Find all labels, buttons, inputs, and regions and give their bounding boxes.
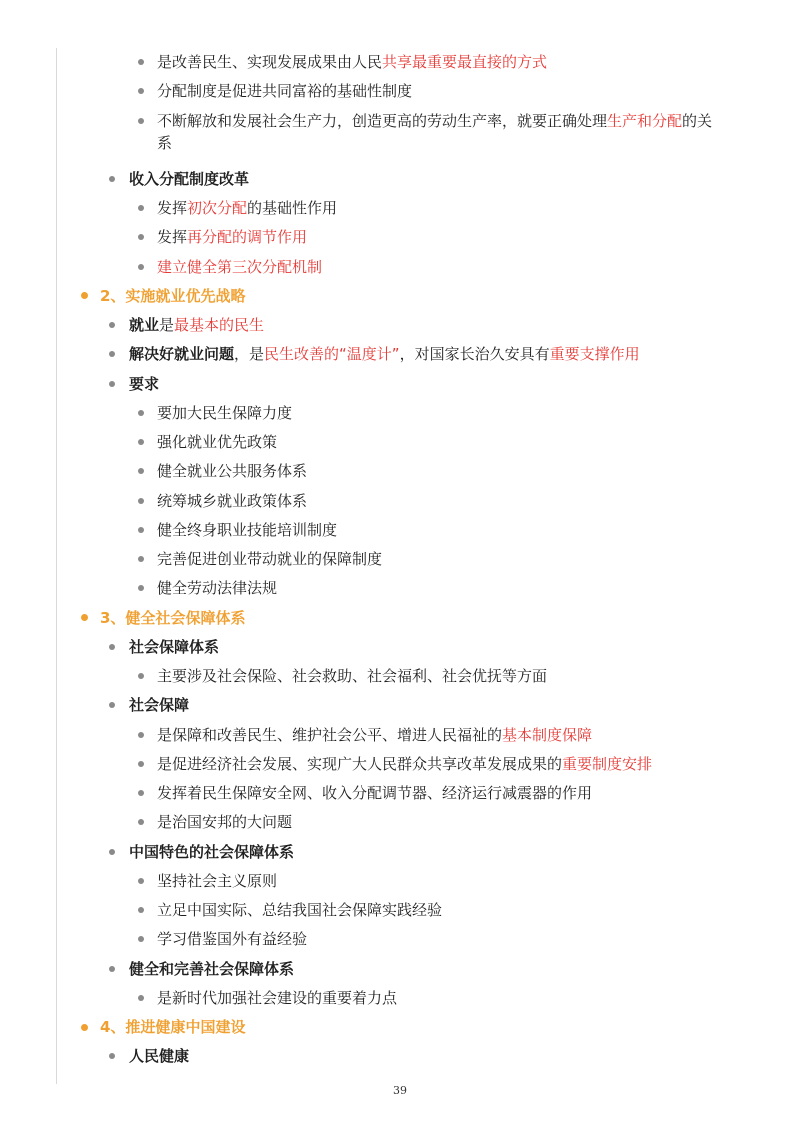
- outline-item-text: [100, 1017, 245, 1037]
- bullet-dot-icon: [81, 614, 88, 621]
- bullet-dot-icon: [109, 849, 115, 855]
- outline-item-text: [157, 900, 442, 920]
- bullet-dot-icon: [109, 176, 115, 182]
- text-run: 建立健全第三次分配机制: [157, 257, 323, 276]
- text-run: 生产和分配: [607, 111, 683, 130]
- bullet-dot-icon: [109, 966, 115, 972]
- text-run: 社会保障: [129, 696, 190, 715]
- outline-item-text: [157, 988, 397, 1008]
- bullet-dot-icon: [138, 732, 144, 738]
- outline-item-text: [157, 81, 412, 101]
- outline-item-text: [157, 666, 547, 686]
- outline-guide-line: [56, 48, 57, 1084]
- bullet-dot-icon: [138, 59, 144, 65]
- text-run: ，是: [234, 345, 265, 364]
- text-run: 是改善民生、实现发展成果由人民: [157, 53, 383, 71]
- bullet-dot-icon: [138, 205, 144, 211]
- text-run: 初次分配: [187, 199, 248, 217]
- outline-item-text: [129, 842, 294, 862]
- outline-item-text: [129, 344, 640, 364]
- text-run: 是新时代加强社会建设的重要着力点: [157, 988, 398, 1007]
- outline-item-text: [157, 754, 652, 774]
- text-run: 发挥着民生保障安全网、收入分配调节器、经济运行减震器的作用: [157, 784, 593, 802]
- outline-item-text: [157, 929, 307, 949]
- text-run: 基本制度保障: [502, 725, 593, 744]
- text-run: 社会保障体系: [129, 637, 220, 656]
- text-run: 民生改善的“温度计”: [264, 345, 400, 364]
- bullet-dot-icon: [138, 439, 144, 445]
- outline-item-text: [157, 403, 292, 423]
- bullet-dot-icon: [109, 351, 115, 357]
- outline-item-text: [100, 608, 245, 628]
- bullet-dot-icon: [81, 292, 88, 299]
- outline-item-text: [157, 578, 277, 598]
- text-run: 的关: [682, 111, 713, 130]
- text-run: 重要制度安排: [562, 754, 653, 773]
- bullet-dot-icon: [138, 907, 144, 913]
- bullet-dot-icon: [109, 381, 115, 387]
- text-run: 3、健全社会保障体系: [100, 608, 246, 627]
- bullet-dot-icon: [138, 468, 144, 474]
- bullet-dot-icon: [138, 995, 144, 1001]
- bullet-dot-icon: [138, 498, 144, 504]
- outline-item-text: [157, 461, 307, 481]
- bullet-dot-icon: [138, 88, 144, 94]
- text-run: 人民健康: [129, 1047, 190, 1066]
- text-run: 发挥: [157, 228, 188, 247]
- outline-item-text: [129, 1046, 189, 1066]
- text-run: 解决好就业问题: [129, 345, 235, 364]
- bullet-dot-icon: [138, 790, 144, 796]
- text-run: 再分配的调节作用: [187, 228, 308, 247]
- outline-item-text: [157, 520, 337, 540]
- outline-item-text: [129, 169, 249, 189]
- bullet-dot-icon: [138, 556, 144, 562]
- text-run: 立足中国实际、总结我国社会保障实践经验: [157, 901, 443, 919]
- text-run: 统筹城乡就业政策体系: [157, 491, 308, 510]
- bullet-dot-icon: [138, 761, 144, 767]
- text-run: 中国特色的社会保障体系: [129, 842, 295, 861]
- bullet-dot-icon: [109, 322, 115, 328]
- outline-item-text: [157, 432, 277, 452]
- outline-item-text: [157, 549, 382, 569]
- text-run: 重要支撑作用: [549, 345, 640, 364]
- text-run: 就业: [129, 316, 160, 334]
- outline-item-text: [100, 286, 245, 306]
- text-run: 最基本的民生: [174, 316, 265, 334]
- outline-item-text: [157, 871, 277, 891]
- text-run: 的基础性作用: [247, 199, 338, 217]
- text-run: 坚持社会主义原则: [157, 871, 278, 890]
- text-run: 分配制度是促进共同富裕的基础性制度: [157, 82, 413, 101]
- text-run: 健全和完善社会保障体系: [129, 959, 295, 978]
- bullet-dot-icon: [138, 585, 144, 591]
- text-run: 健全劳动法律法规: [157, 579, 278, 598]
- text-run: 是治国安邦的大问题: [157, 813, 293, 832]
- bullet-dot-icon: [138, 118, 144, 124]
- outline-item-text: [157, 257, 322, 277]
- text-run: 是促进经济社会发展、实现广大人民群众共享改革发展成果的: [157, 754, 563, 773]
- text-run: 不断解放和发展社会生产力，创造更高的劳动生产率，就要正确处理: [157, 111, 608, 130]
- bullet-dot-icon: [138, 673, 144, 679]
- text-run: 主要涉及社会保险、社会救助、社会福利、社会优抚等方面: [157, 667, 548, 685]
- text-run: 强化就业优先政策: [157, 433, 278, 451]
- outline-item-text: [157, 725, 592, 745]
- page-number: 39: [393, 1084, 407, 1097]
- bullet-dot-icon: [138, 234, 144, 240]
- outline-item-text: [129, 315, 264, 335]
- bullet-dot-icon: [81, 1024, 88, 1031]
- outline-item-continuation: 系: [157, 133, 173, 152]
- text-run: 是保障和改善民生、维护社会公平、增进人民福祉的: [157, 725, 503, 744]
- text-run: 健全就业公共服务体系: [157, 462, 308, 481]
- outline-item-text: [129, 374, 159, 394]
- bullet-dot-icon: [138, 878, 144, 884]
- bullet-dot-icon: [109, 644, 115, 650]
- outline-item-text: [157, 111, 712, 131]
- bullet-dot-icon: [138, 527, 144, 533]
- bullet-dot-icon: [109, 702, 115, 708]
- text-run: 共享最重要最直接的方式: [382, 53, 548, 71]
- text-run: ，对国家长治久安具有: [399, 345, 550, 364]
- text-run: 4、推进健康中国建设: [100, 1018, 246, 1036]
- outline-item-text: [157, 198, 337, 218]
- text-run: 2、实施就业优先战略: [100, 286, 246, 305]
- outline-item-text: [157, 227, 307, 247]
- bullet-dot-icon: [138, 819, 144, 825]
- text-run: 健全终身职业技能培训制度: [157, 520, 338, 539]
- text-run: 发挥: [157, 199, 188, 217]
- text-run: 学习借鉴国外有益经验: [157, 930, 308, 949]
- text-run: 收入分配制度改革: [129, 169, 250, 188]
- outline-item-text: [129, 959, 294, 979]
- bullet-dot-icon: [138, 410, 144, 416]
- text-run: 完善促进创业带动就业的保障制度: [157, 550, 383, 568]
- outline-item-text: [157, 491, 307, 511]
- text-run: 要加大民生保障力度: [157, 403, 293, 422]
- outline-item-text: [157, 812, 292, 832]
- text-run: 要求: [129, 374, 160, 393]
- text-run: 是: [159, 316, 175, 334]
- bullet-dot-icon: [138, 936, 144, 942]
- bullet-dot-icon: [138, 264, 144, 270]
- outline-item-text: [157, 52, 547, 72]
- outline-item-text: [129, 695, 189, 715]
- bullet-dot-icon: [109, 1053, 115, 1059]
- outline-item-text: [129, 637, 219, 657]
- outline-item-text: [157, 783, 592, 803]
